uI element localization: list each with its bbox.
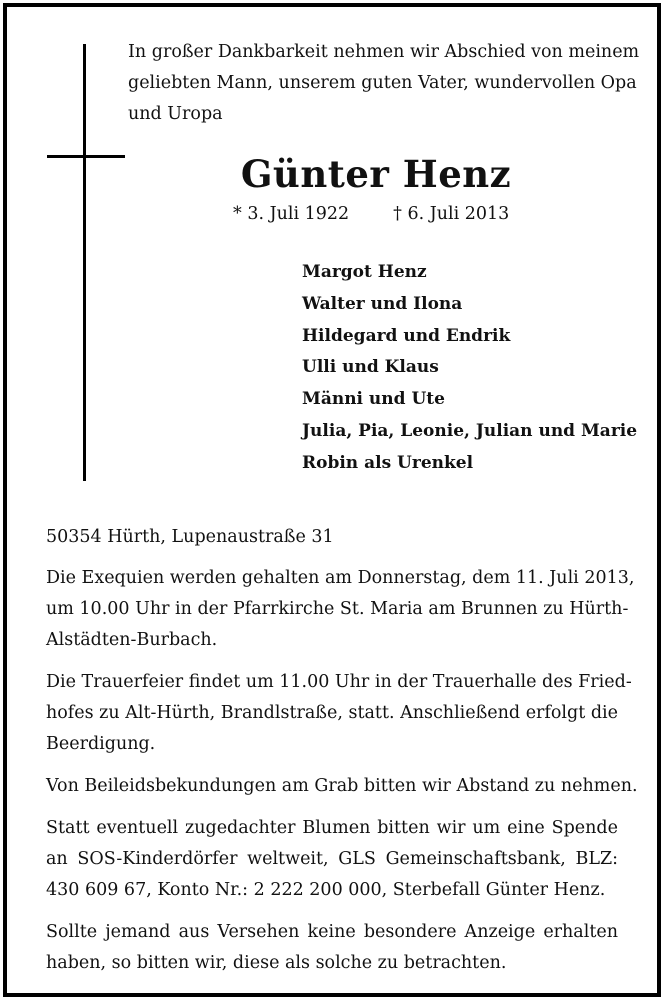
- text-line: Die Exequien werden gehalten am Donnerstag, dem 11. Juli 2013,: [46, 568, 635, 588]
- intro-line: geliebten Mann, unserem guten Vater, wundervollen Opa: [128, 73, 637, 93]
- birth-date: * 3. Juli 1922: [233, 204, 350, 224]
- mourner: Hildegard und Endrik: [302, 325, 511, 346]
- mourner: Julia, Pia, Leonie, Julian und Marie: [302, 420, 638, 441]
- text-line: hofes zu Alt-Hürth, Brandlstraße, statt. Anschließend erfolgt die: [46, 703, 618, 723]
- paragraph-beileid: [46, 771, 638, 802]
- intro-line: In großer Dankbarkeit nehmen wir Abschied von meinem: [128, 42, 640, 62]
- text-line: an SOS-Kinderdörfer weltweit, GLS Gemeinschaftsbank, BLZ:: [46, 849, 618, 869]
- intro-text: [128, 37, 640, 130]
- text-line: Die Trauerfeier findet um 11.00 Uhr in der Trauerhalle des Fried-: [46, 672, 632, 692]
- cross-vertical-bar: [83, 44, 86, 481]
- text-line: Sollte jemand aus Versehen keine besondere Anzeige erhalten: [46, 922, 618, 942]
- intro-line: und Uropa: [128, 104, 223, 124]
- text-line: 430 609 67, Konto Nr.: 2 222 200 000, Sterbefall Günter Henz.: [46, 880, 606, 900]
- mourner: Margot Henz: [302, 262, 427, 282]
- paragraph-exequien: [46, 563, 635, 656]
- text-line: um 10.00 Uhr in der Pfarrkirche St. Maria am Brunnen zu Hürth-: [46, 599, 629, 619]
- text-line: haben, so bitten wir, diese als solche zu betrachten.: [46, 953, 507, 973]
- address: 50354 Hürth, Lupenaustraße 31: [46, 527, 334, 547]
- deceased-name: Günter Henz: [240, 152, 512, 196]
- cross-horizontal-bar: [47, 155, 125, 158]
- paragraph-trauerfeier: [46, 667, 632, 760]
- mourner: Walter und Ilona: [302, 293, 463, 314]
- text-line: Von Beileidsbekundungen am Grab bitten wir Abstand zu nehmen.: [46, 776, 638, 796]
- death-date: † 6. Juli 2013: [393, 204, 510, 224]
- text-line: Beerdigung.: [46, 734, 156, 754]
- mourner: Ulli und Klaus: [302, 357, 439, 378]
- mourner: Robin als Urenkel: [302, 452, 474, 473]
- paragraph-anzeige: [46, 917, 618, 979]
- mourners-list: [302, 257, 637, 480]
- notice-body: [46, 522, 638, 990]
- life-dates: [233, 204, 509, 224]
- text-line: Alstädten-Burbach.: [46, 630, 218, 650]
- paragraph-spende: [46, 813, 618, 906]
- text-line: Statt eventuell zugedachter Blumen bitten wir um eine Spende: [46, 818, 618, 838]
- mourner: Männi und Ute: [302, 389, 445, 410]
